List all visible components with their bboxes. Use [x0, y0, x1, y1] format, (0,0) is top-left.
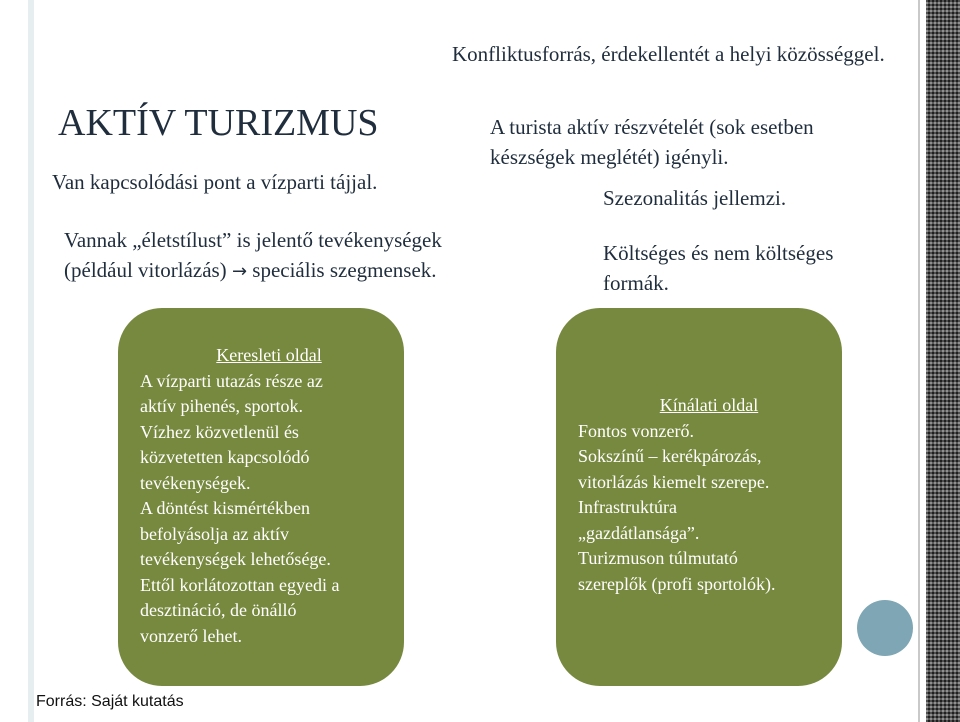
right-divider-line: [918, 0, 920, 722]
supply-line: Fontos vonzerő.: [578, 420, 694, 441]
supply-line: Turizmuson túlmutató: [578, 548, 738, 568]
supply-line: szereplők (profi sportolók).: [578, 573, 776, 594]
bullet-seasonality: Szezonalitás jellemzi.: [603, 186, 787, 210]
demand-line: tevékenységek lehetősége.: [140, 549, 331, 569]
bullet-lifestyle-result: speciális szegmensek.: [252, 258, 437, 282]
bullet-cost-forms: [603, 238, 833, 298]
bullet-lifestyle-line1: Vannak „életstílust” is jelentő tevékenységek: [64, 228, 442, 252]
demand-side-heading: Keresleti oldal: [216, 345, 322, 365]
slide-title: AKTÍV TURIZMUS: [58, 102, 379, 144]
demand-line: aktív pihenés, sportok.: [140, 396, 303, 416]
decorative-circle: [857, 600, 913, 656]
bullet-cost-line1: Költséges és nem költséges: [603, 241, 834, 265]
bullet-active-participation: [490, 112, 814, 172]
demand-line: közvetetten kapcsolódó: [140, 447, 310, 467]
demand-line: desztináció, de önálló: [140, 600, 297, 620]
left-accent-rule: [28, 0, 34, 722]
bullet-cost-line2: formák.: [603, 271, 669, 295]
supply-side-box: [556, 308, 842, 686]
bullet-lifestyle-line2: [64, 255, 442, 287]
demand-line: Ettől korlátozottan egyedi a: [140, 574, 340, 595]
demand-line: befolyásolja az aktív: [140, 523, 289, 544]
source-note: Forrás: Saját kutatás: [36, 693, 184, 710]
bullet-active-line2: készségek meglétét) igényli.: [490, 145, 729, 169]
demand-line: vonzerő lehet.: [140, 625, 242, 646]
bullet-lifestyle-example: (például vitorlázás): [64, 258, 227, 282]
supply-line: vitorlázás kiemelt szerepe.: [578, 471, 770, 492]
supply-side-content: [578, 393, 840, 597]
demand-line: tevékenységek.: [140, 472, 251, 493]
top-note: Konfliktusforrás, érdekellentét a helyi közösséggel.: [452, 42, 885, 66]
bullet-active-line1: A turista aktív részvételét (sok esetben: [490, 115, 814, 139]
bullet-lifestyle-activities: [64, 225, 442, 287]
demand-line: A döntést kismértékben: [140, 498, 310, 518]
supply-line: „gazdátlansága”.: [578, 522, 700, 543]
right-arrow-icon: →: [231, 261, 248, 282]
demand-side-box: [118, 308, 404, 686]
supply-side-heading: Kínálati oldal: [659, 395, 759, 415]
demand-line: A vízparti utazás része az: [140, 370, 323, 391]
bullet-connection-waterfront: Van kapcsolódási pont a vízparti tájjal.: [52, 170, 378, 194]
supply-line: Sokszínű – kerékpározás,: [578, 446, 762, 466]
demand-side-content: [140, 343, 398, 649]
supply-line: Infrastruktúra: [578, 497, 677, 517]
right-pattern-bar: [926, 0, 960, 722]
demand-line: Vízhez közvetlenül és: [140, 421, 299, 442]
